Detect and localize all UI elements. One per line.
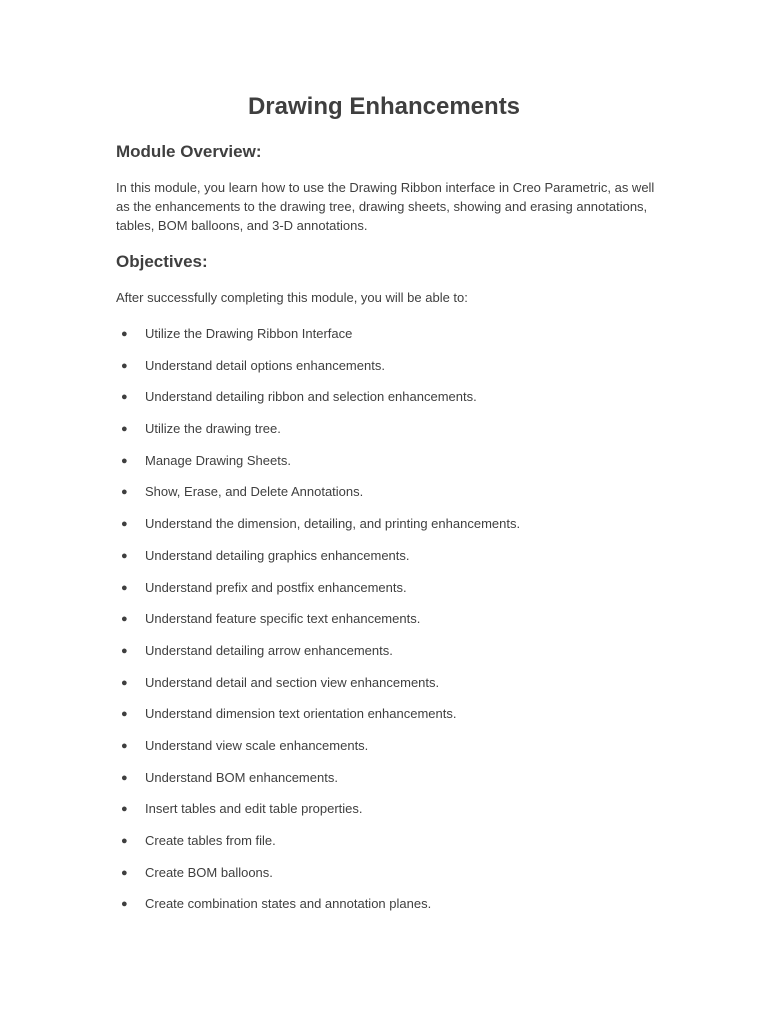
objectives-heading: Objectives:: [116, 252, 208, 271]
list-item: [116, 451, 676, 483]
list-item-text: Understand dimension text orientation enhancements.: [145, 706, 457, 722]
list-item: [116, 863, 676, 895]
list-item: [116, 514, 676, 546]
list-item-text: Manage Drawing Sheets.: [145, 452, 291, 468]
bullet-icon: ●: [121, 835, 128, 847]
list-item-text: Understand feature specific text enhancements.: [145, 611, 421, 627]
bullet-icon: ●: [121, 549, 128, 562]
list-item-text: Understand detailing arrow enhancements.: [145, 642, 393, 658]
document-title: Drawing Enhancements: [247, 93, 521, 120]
list-item: [116, 673, 676, 705]
module-overview-heading: Module Overview:: [116, 142, 262, 161]
list-item-text: Understand view scale enhancements.: [145, 737, 369, 753]
list-item-text: Understand the dimension, detailing, and printing enhancements.: [145, 516, 521, 532]
list-item-text: Understand detail options enhancements.: [145, 357, 385, 373]
bullet-icon: ●: [121, 803, 128, 816]
bullet-icon: ●: [121, 771, 128, 784]
bullet-icon: ●: [121, 518, 128, 531]
list-item: [116, 609, 676, 641]
bullet-icon: ●: [121, 613, 128, 626]
list-item: [116, 546, 676, 578]
module-overview-paragraph: In this module, you learn how to use the Drawing Ribbon interface in Creo Parametric, as well as the enhancements to the drawing tree, drawing sheets, showing and erasing annotations, tables, BOM balloons, and 3-D annotations.: [116, 180, 655, 233]
list-item-text: Understand detail and section view enhancements.: [145, 674, 440, 690]
objectives-list: [116, 324, 676, 926]
list-item-text: Insert tables and edit table properties.: [145, 801, 363, 817]
bullet-icon: ●: [121, 391, 128, 404]
bullet-icon: ●: [121, 644, 128, 657]
bullet-icon: ●: [121, 581, 128, 594]
list-item-text: Understand BOM enhancements.: [145, 769, 338, 785]
bullet-icon: ●: [121, 454, 128, 467]
list-item-text: Create combination states and annotation planes.: [145, 896, 432, 912]
bullet-icon: ●: [121, 898, 128, 911]
list-item-text: Utilize the Drawing Ribbon Interface: [145, 326, 353, 341]
list-item: [116, 641, 676, 673]
list-item: [116, 324, 676, 356]
list-item-text: Understand detailing ribbon and selection enhancements.: [145, 389, 477, 405]
list-item-text: Create BOM balloons.: [145, 864, 273, 880]
list-item-text: Create tables from file.: [145, 833, 276, 848]
list-item: [116, 768, 676, 800]
list-item: [116, 387, 676, 419]
bullet-icon: ●: [121, 359, 128, 372]
list-item-text: Utilize the drawing tree.: [145, 421, 281, 437]
list-item: [116, 482, 676, 514]
list-item: [116, 736, 676, 768]
list-item: [116, 419, 676, 451]
bullet-icon: ●: [121, 708, 128, 721]
list-item-text: Show, Erase, and Delete Annotations.: [145, 484, 364, 500]
list-item: [116, 799, 676, 831]
list-item: [116, 831, 676, 863]
list-item-text: Understand detailing graphics enhancements.: [145, 547, 410, 563]
bullet-icon: ●: [121, 486, 128, 499]
bullet-icon: ●: [121, 739, 128, 752]
list-item: [116, 356, 676, 388]
bullet-icon: ●: [121, 423, 128, 436]
list-item: [116, 894, 676, 926]
objectives-intro-paragraph: After successfully completing this module, you will be able to:: [116, 290, 468, 305]
list-item-text: Understand prefix and postfix enhancements.: [145, 579, 407, 595]
bullet-icon: ●: [121, 676, 128, 689]
list-item: [116, 578, 676, 610]
bullet-icon: ●: [121, 328, 128, 340]
bullet-icon: ●: [121, 866, 128, 879]
list-item: [116, 704, 676, 736]
